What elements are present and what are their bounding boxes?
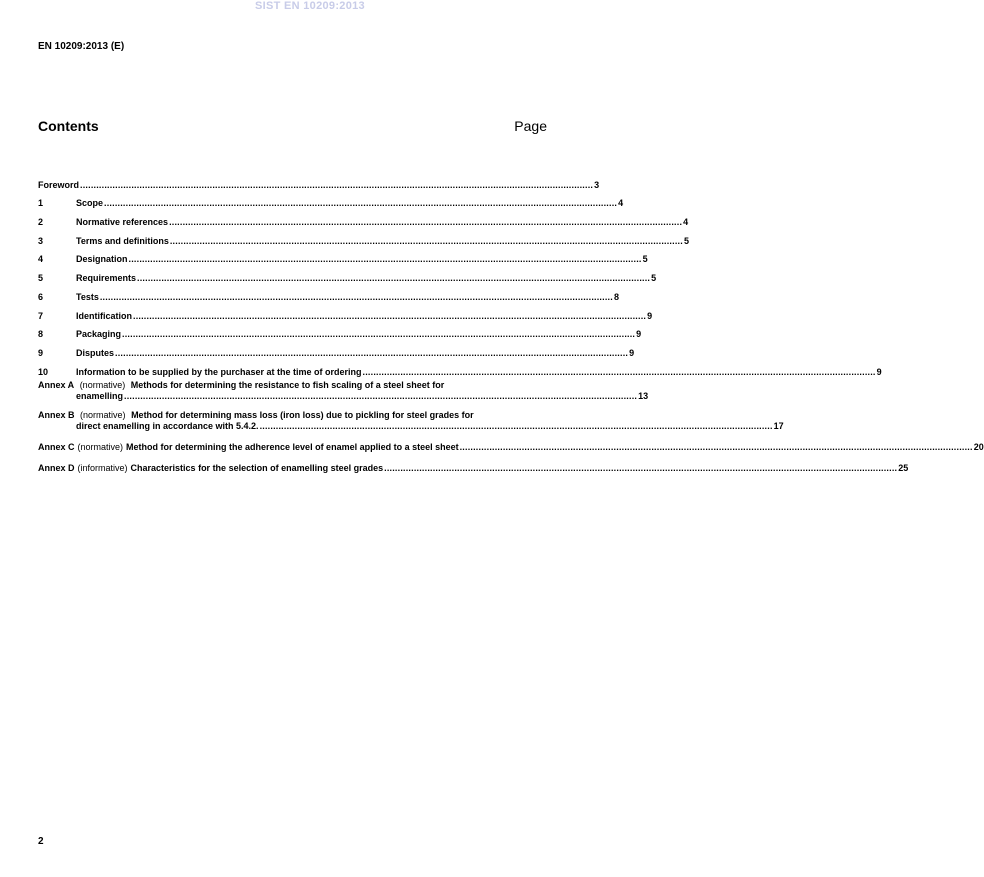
contents-heading: Contents [38, 118, 99, 134]
toc-number: 7 [38, 310, 44, 321]
toc-entry-10[interactable] [38, 359, 882, 378]
annex-label: Annex B [38, 409, 75, 420]
toc-number: 10 [38, 366, 49, 377]
toc-entry-1[interactable] [38, 191, 624, 210]
toc-entry-6[interactable] [38, 284, 619, 303]
toc-page: 17 [773, 420, 784, 431]
toc-page: 20 [973, 442, 984, 453]
toc-page: 25 [898, 462, 909, 473]
dot-leader: .............................................................................................................................................................................................. [122, 329, 636, 340]
toc-entry-3[interactable] [38, 228, 689, 247]
dot-leader: .............................................................................................................................................................................................. [459, 442, 973, 453]
annex-type: (normative) [80, 409, 126, 420]
toc-page: 4 [683, 217, 689, 228]
table-of-contents [38, 172, 984, 474]
page-number: 2 [38, 836, 44, 847]
dot-leader: .............................................................................................................................................................................................. [104, 198, 618, 209]
toc-entry-2[interactable] [38, 209, 689, 228]
toc-entry-8[interactable] [38, 322, 642, 341]
annex-title: Method for determining mass loss (iron loss) due to pickling for steel grades for [131, 409, 474, 420]
annex-label: Annex C [38, 442, 75, 453]
annex-title: Method for determining the adherence level of enamel applied to a steel sheet [126, 442, 459, 453]
toc-title: Designation [76, 254, 128, 265]
toc-number: 1 [38, 198, 44, 209]
toc-number: 9 [38, 347, 44, 358]
dot-leader: .............................................................................................................................................................................................. [169, 217, 683, 228]
annex-type: (informative) [77, 462, 128, 473]
annex-type: (normative) [77, 442, 124, 453]
toc-page: 8 [613, 291, 619, 302]
dot-leader: .............................................................................................................................................................................................. [384, 462, 898, 473]
toc-page: 13 [638, 390, 649, 401]
toc-title: Foreword [38, 179, 80, 190]
dot-leader: .............................................................................................................................................................................................. [99, 291, 613, 302]
dot-leader: .............................................................................................................................................................................................. [124, 390, 638, 401]
toc-entry-annex-a[interactable] [38, 379, 649, 402]
annex-title-continued: direct enamelling in accordance with 5.4.2. [76, 420, 259, 431]
toc-number: 8 [38, 329, 44, 340]
toc-page: 5 [642, 254, 648, 265]
toc-page: 3 [594, 179, 600, 190]
watermark: SIST EN 10209:2013 [255, 0, 365, 12]
toc-page: 4 [618, 198, 624, 209]
dot-leader: .............................................................................................................................................................................................. [133, 310, 647, 321]
toc-title: Tests [76, 291, 99, 302]
toc-title: Packaging [76, 329, 122, 340]
annex-label: Annex D [38, 462, 75, 473]
toc-number: 3 [38, 235, 44, 246]
toc-title: Disputes [76, 347, 115, 358]
toc-number: 4 [38, 254, 44, 265]
toc-entry-annex-d[interactable] [38, 455, 909, 474]
annex-label: Annex A [38, 379, 75, 390]
annex-type: (normative) [79, 379, 126, 390]
dot-leader: .............................................................................................................................................................................................. [115, 347, 629, 358]
dot-leader: .............................................................................................................................................................................................. [137, 273, 651, 284]
toc-page: 9 [629, 347, 635, 358]
toc-title: Information to be supplied by the purchaser at the time of ordering [76, 366, 362, 377]
toc-title: Requirements [76, 273, 137, 284]
dot-leader: .............................................................................................................................................................................................. [259, 420, 773, 431]
toc-page: 9 [876, 366, 882, 377]
toc-page: 5 [651, 273, 657, 284]
toc-number: 6 [38, 291, 44, 302]
toc-title: Normative references [76, 217, 169, 228]
toc-number: 5 [38, 273, 44, 284]
toc-page: 5 [683, 235, 689, 246]
toc-title: Terms and definitions [76, 235, 169, 246]
toc-page: 9 [636, 329, 642, 340]
dot-leader: .............................................................................................................................................................................................. [362, 366, 876, 377]
toc-title: Scope [76, 198, 104, 209]
toc-entry-annex-c[interactable] [38, 435, 984, 454]
toc-entry-annex-b[interactable] [38, 409, 784, 432]
toc-entry-5[interactable] [38, 265, 657, 284]
toc-number: 2 [38, 217, 44, 228]
dot-leader: .............................................................................................................................................................................................. [80, 179, 594, 190]
annex-title: Characteristics for the selection of enamelling steel grades [130, 462, 384, 473]
dot-leader: .............................................................................................................................................................................................. [169, 235, 683, 246]
toc-entry-4[interactable] [38, 247, 648, 266]
annex-title-continued: enamelling [76, 390, 124, 401]
toc-entry-7[interactable] [38, 303, 653, 322]
page-column-label: Page [514, 118, 547, 134]
toc-entry-9[interactable] [38, 340, 635, 359]
toc-entry-foreword[interactable] [38, 172, 600, 191]
annex-title: Methods for determining the resistance to fish scaling of a steel sheet for [130, 379, 445, 390]
toc-page: 9 [647, 310, 653, 321]
document-id: EN 10209:2013 (E) [38, 41, 125, 52]
toc-title: Identification [76, 310, 132, 321]
dot-leader: .............................................................................................................................................................................................. [128, 254, 642, 265]
